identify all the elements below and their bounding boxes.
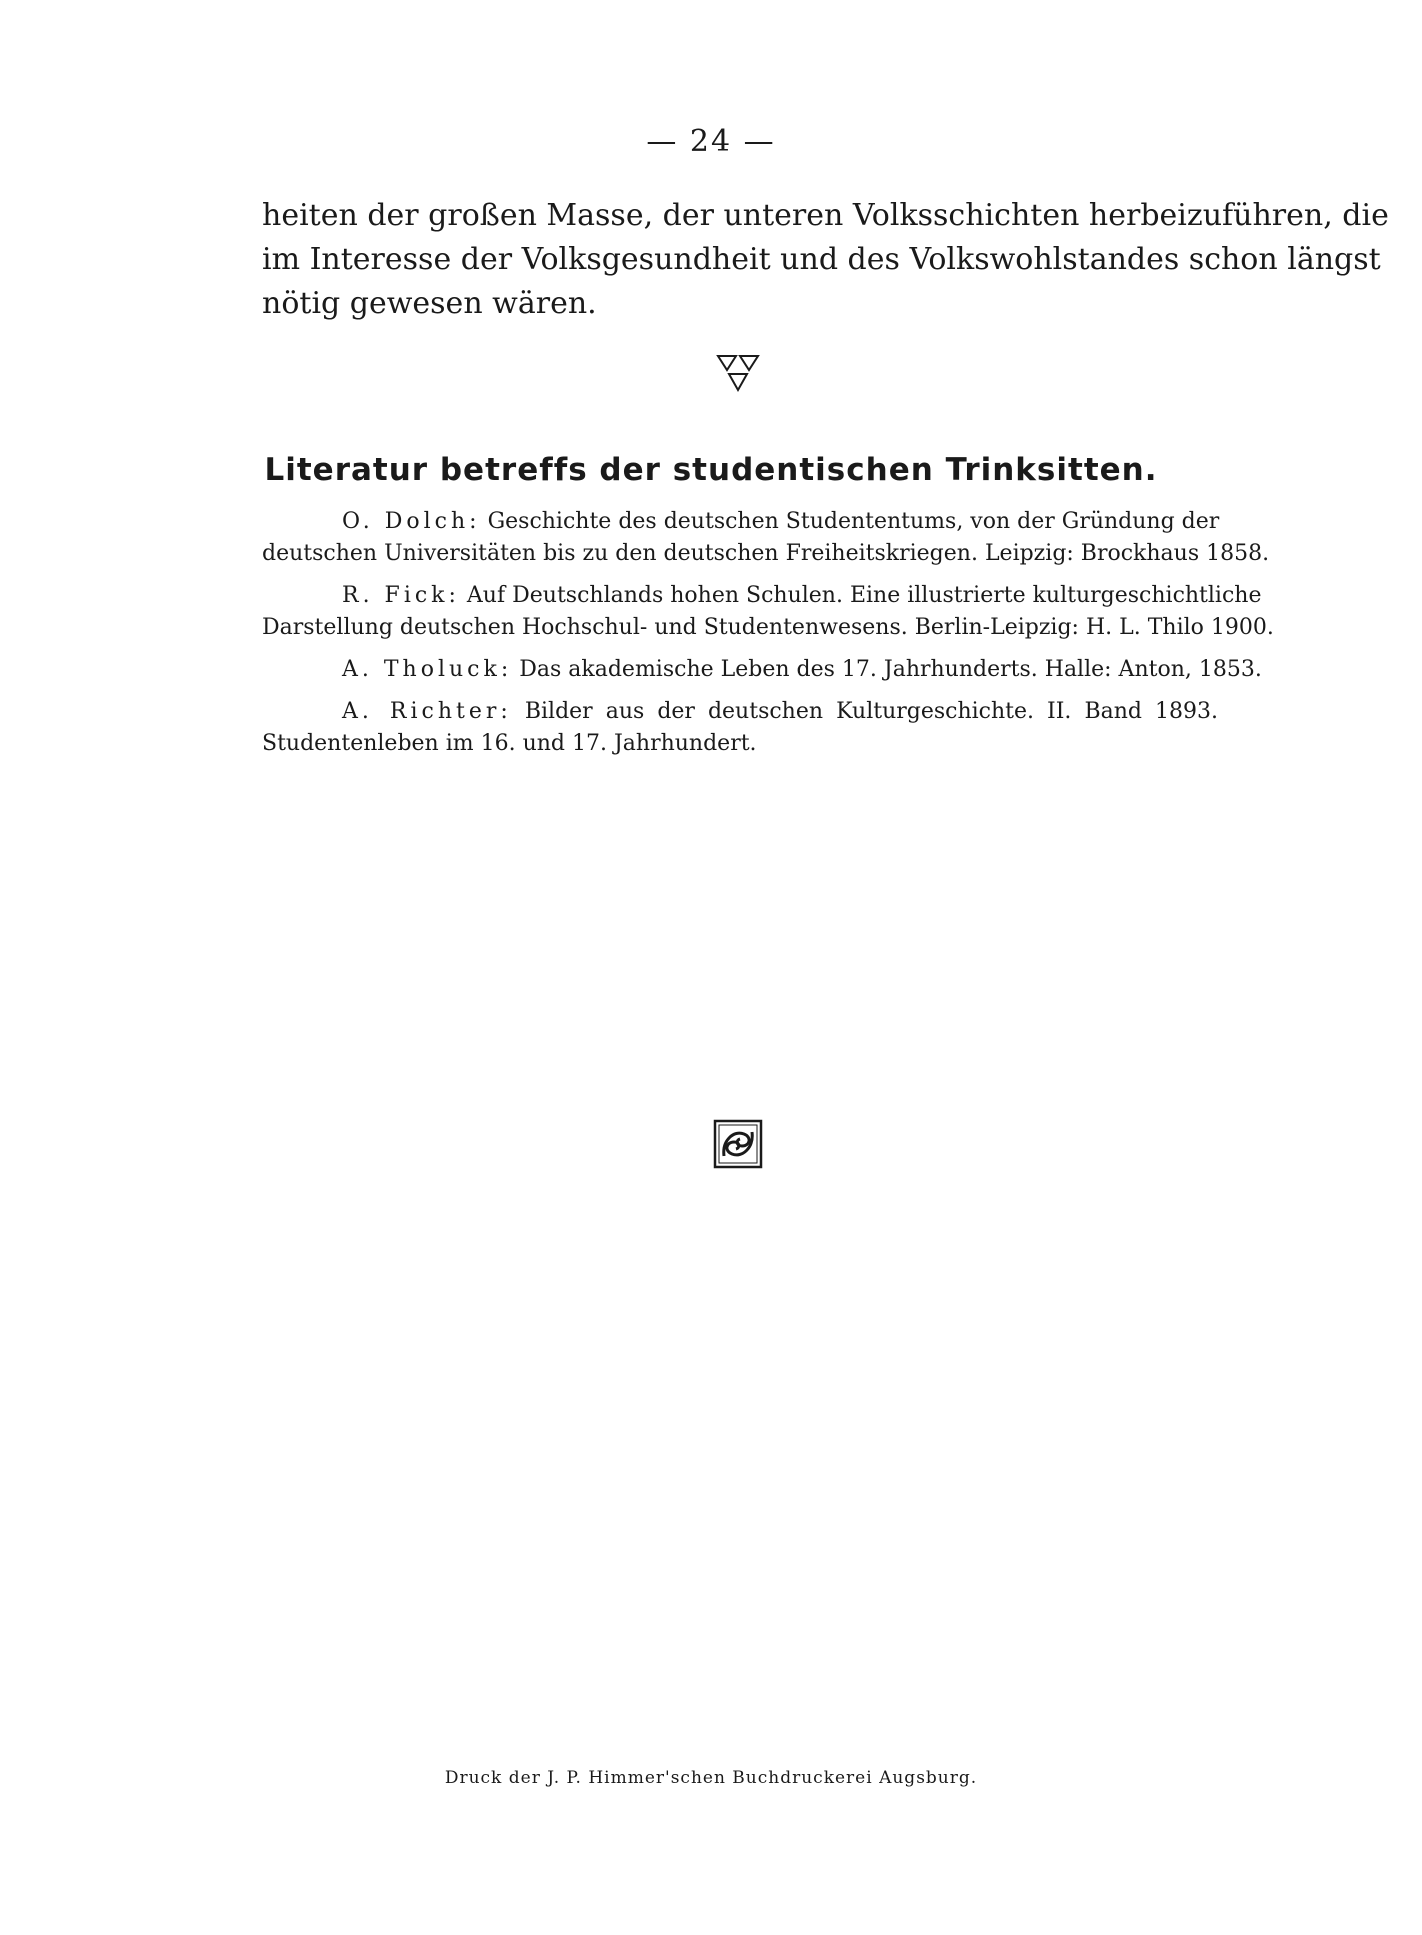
- body-line: heiten der großen Masse, der unteren Volksschichten herbeizuführen, die: [262, 198, 1389, 233]
- entry-text: Auf Deutschlands hohen Schulen. Eine illustrierte kulturgeschichtliche: [466, 583, 1262, 608]
- entry-line: [262, 506, 1218, 538]
- triple-triangle-icon: [716, 352, 760, 396]
- entry-author: R. Fick:: [342, 583, 460, 608]
- body-line: im Interesse der Volksgesundheit und des Volkswohlstandes schon längst: [262, 242, 1381, 277]
- entry-author: A. Richter:: [342, 699, 512, 724]
- printer-vignette-icon: [712, 1118, 764, 1170]
- entry-line: [262, 654, 1262, 686]
- bibliography-list: [262, 506, 1274, 770]
- entry-line: [262, 580, 1262, 612]
- entry-text: Das akademische Leben des 17. Jahrhunderts. Halle: Anton, 1853.: [519, 657, 1262, 682]
- bibliography-entry: [262, 696, 1218, 760]
- printer-imprint: Druck der J. P. Himmer'schen Buchdruckerei Augsburg.: [444, 1768, 978, 1788]
- bibliography-entry: [262, 654, 1262, 686]
- entry-line: deutschen Universitäten bis zu den deutschen Freiheitskriegen. Leipzig: Brockhaus 1858.: [262, 541, 1270, 566]
- entry-line: [262, 696, 1218, 728]
- bibliography-entry: [262, 506, 1270, 570]
- entry-text: Geschichte des deutschen Studententums, von der Gründung der: [487, 509, 1220, 534]
- body-line: nötig gewesen wären.: [262, 286, 597, 321]
- body-paragraph: [262, 194, 1389, 326]
- entry-line: Studentenleben im 16. und 17. Jahrhundert.: [262, 731, 757, 756]
- section-heading: Literatur betreffs der studentischen Trinksitten.: [264, 452, 1158, 488]
- entry-line: Darstellung deutschen Hochschul- und Studentenwesens. Berlin-Leipzig: H. L. Thilo 1900.: [262, 615, 1274, 640]
- page-number: — 24 —: [646, 124, 776, 159]
- entry-author: A. Tholuck:: [342, 657, 513, 682]
- entry-author: O. Dolch:: [342, 509, 481, 534]
- entry-text: Bilder aus der deutschen Kulturgeschichte. II. Band 1893.: [524, 699, 1218, 724]
- bibliography-entry: [262, 580, 1274, 644]
